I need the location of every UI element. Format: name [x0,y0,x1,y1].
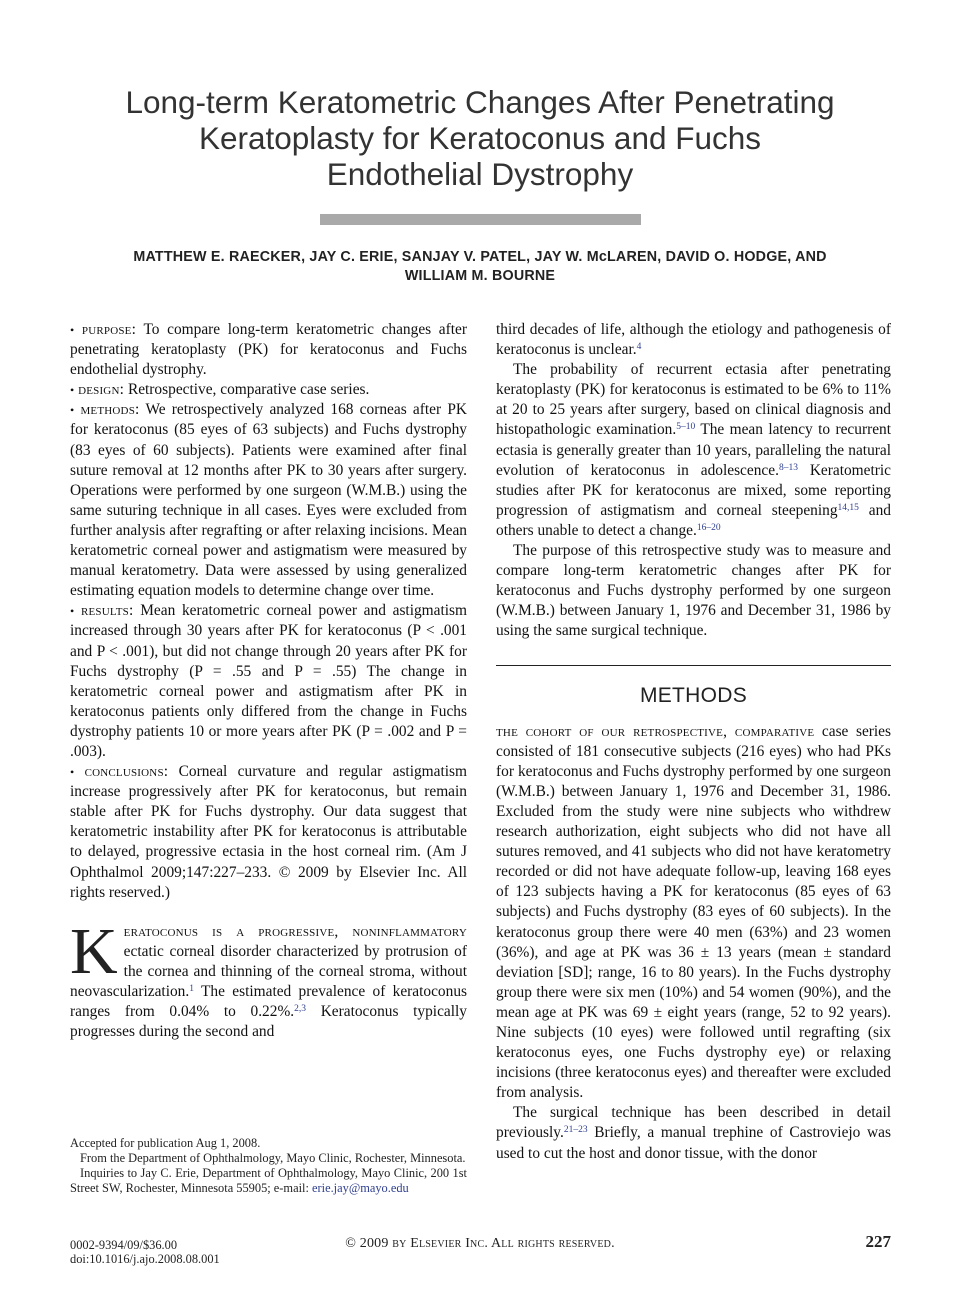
article-title [80,84,880,192]
left-column [70,320,467,1042]
section-heading-methods: METHODS [639,683,748,707]
abstract-methods: • methods: We retrospectively analyzed 168 corneas after PK for keratoconus (85 eyes of 63 subjects) and Fuchs dystrophy (83 eyes of 60 subjects). Patients were examined after final suture removal at 12 months after PK to 30 years after surgery. Operations were performed by one surgeon (W.M.B.) using the same suturing technique in all cases. Eyes were excluded from further analysis after regrafting or after relaxing incisions. Mean keratometric corneal power and astigmatism were measured by manual keratometry. Data were assessed by using generalized estimating equation models to determine change over time. [70,401,467,600]
reference-link[interactable]: 8–13 [778,462,798,473]
section-divider [496,665,891,666]
reference-link[interactable]: 5–10 [676,422,696,433]
abstract-label: purpose: [81,321,137,338]
title-line: Endothelial Dystrophy [326,156,634,192]
intro-continuation-text: third decades of life, although the etiology and pathogenesis of keratoconus is unclear. [496,321,891,359]
article-notes [70,1136,467,1196]
abstract-design: • design: Retrospective, comparative case series. [70,381,370,399]
methods-paragraph: The surgical technique has been described in detail previously.$^{21-23}$ Briefly, a manual trephine of Castroviejo was used to cut the host and donor tissue, with the donor [496,1104,891,1162]
accepted-date: Accepted for publication Aug 1, 2008. [70,1136,261,1150]
email-link[interactable]: erie.jay@mayo.edu [312,1181,409,1195]
reference-link[interactable]: 1 [189,984,194,994]
footer-copyright: © 2009 by Elsevier Inc. All rights reserved. [345,1236,615,1251]
affiliation: From the Department of Ophthalmology, Mayo Clinic, Rochester, Minnesota. [80,1151,466,1165]
methods-paragraph: the cohort of our retrospective, comparative case series consisted of 181 consecutive subjects (216 eyes) who had PKs for keratoconus and Fuchs dystrophy performed by one surgeon (W.M.B.) between January 1, 1976 and December 31, 1986. Excluded from the study were nine subjects who withdrew research authorization, eight subjects who did not have all sutures removed, and 41 subjects who did not have keratometry recorded or did not have adequate follow-up, leaving 168 eyes of 123 subjects having a PK for keratoconus (85 eyes of 63 subjects) and Fuchs dystrophy (83 eyes of 60 subjects). In the keratoconus group there were 40 men (63%) and 23 women (36%), and age at PK was 36 ± 13 years (mean ± standard deviation [SD]; range, 16 to 80 years). In the Fuchs dystrophy group there were six men (10%) and 54 women (90%), and the mean age at PK was 69 ± eight years (range, 52 to 92 years). Nine subjects (10 eyes) were followed until regrafting (six keratoconus eyes, one Fuchs dystrophy eye) or relaxing incisions (three keratoconus eyes) and thereafter were excluded from analysis. [496,722,891,1102]
introduction [70,914,468,1043]
doi: doi:10.1016/j.ajo.2008.08.001 [70,1252,220,1266]
intro-paragraph: Keratoconus is a progressive, noninflammatory ectatic corneal disorder characterized by protrusion of the cornea and thinning of the corneal stroma, without neovascularization.$^1$ The estimated prevalence of keratoconus ranges from 0.04% to 0.22%.$^{2,3}$ Keratoconus typically progresses during the second and [70,914,468,1041]
abstract-label: design: [78,381,125,399]
intro-paragraph-continued [496,320,891,360]
right-column [496,320,891,1164]
reference-link[interactable]: 16–20 [696,522,721,533]
abstract-conclusions: • conclusions: Corneal curvature and regular astigmatism increase progressively after PK for keratoconus, but remain stable after PK for Fuchs dystrophy. Our data suggest that keratometric instability after PK for keratoconus is attributable to delayed, progressive ectasia in the host corneal rim. (Am J Ophthalmol 2009;147:227–233. © 2009 by Elsevier Inc. All rights reserved.) [70,763,467,901]
drop-cap: K [70,914,118,988]
footer-identifiers [70,1238,220,1266]
title-line: Long-term Keratometric Changes After Penetrating [125,84,835,120]
abstract-label: methods: [80,401,140,419]
journal-citation: (Am J Ophthalmol 2009;147:227–233. © 2009 by Elsevier Inc. All rights reserved.) [70,843,467,901]
author-list [70,248,890,286]
author-line: WILLIAM M. BOURNE [404,268,556,284]
correspondence: Inquiries to Jay C. Erie, Department of Ophthalmology, Mayo Clinic, 200 1st Street SW, Rochester, Minnesota 55905; e-mail: erie.jay@mayo.edu [70,1166,467,1195]
bullet-icon: • [70,604,75,619]
bullet-icon: • [70,765,75,780]
intro-paragraph: The purpose of this retrospective study was to measure and compare long-term keratometric changes after PK for keratoconus and Fuchs dystrophy performed by one surgeon (W.M.B.) between January 1, 1976 and December 31, 1986 by using the same surgical technique. [496,542,891,640]
page-number: 227 [865,1232,891,1251]
abstract-label: conclusions: [84,763,169,781]
abstract [70,320,467,903]
abstract-purpose: • purpose: To compare long-term keratometric changes after penetrating keratoplasty (PK) for keratoconus and Fuchs endothelial dystrophy. [70,321,467,379]
reference-link[interactable]: 14,15 [837,502,859,513]
intro-paragraph: The probability of recurrent ectasia after penetrating keratoplasty (PK) for keratoconus is estimated to be 6% to 11% at 20 to 25 years after surgery, based on clinical diagnosis and histopathologic examination.$^{5-10}$ The mean latency to recurrent ectasia is generally greater than 10 years, paralleling the natural evolution of keratoconus in adolescence.$^{8-13}$ Keratometric studies after PK for keratoconus are mixed, some reporting progression of astigmatism and corneal steepening$^{14,15}$ and others unable to detect a change.$^{16-20}$ [496,361,892,539]
reference-link[interactable]: 2,3 [294,1004,306,1015]
bullet-icon: • [70,403,75,418]
abstract-results: • results: Mean keratometric corneal power and astigmatism increased through 30 years after PK for keratoconus (P < .001 and P < .001), but did not change through 20 years after PK for Fuchs dystrophy (P = .55 and P = .55) The change in keratometric corneal power and astigmatism after PK in keratoconus patients only differed from the change in Fuchs dystrophy patients 10 or more years after PK (P = .002 and P = .003). [70,602,467,760]
bullet-icon: • [70,383,75,398]
reference-link[interactable]: 4 [636,342,642,353]
reference-link[interactable]: 21–23 [563,1125,588,1136]
issn: 0002-9394/09/$36.00 [70,1238,178,1252]
author-line: MATTHEW E. RAECKER, JAY C. ERIE, SANJAY V. PATEL, JAY W. McLAREN, DAVID O. HODGE, AND [133,249,827,265]
title-divider [320,214,641,225]
bullet-icon: • [70,323,75,337]
title-line: Keratoplasty for Keratoconus and Fuchs [198,120,762,156]
abstract-label: results: [80,602,134,620]
